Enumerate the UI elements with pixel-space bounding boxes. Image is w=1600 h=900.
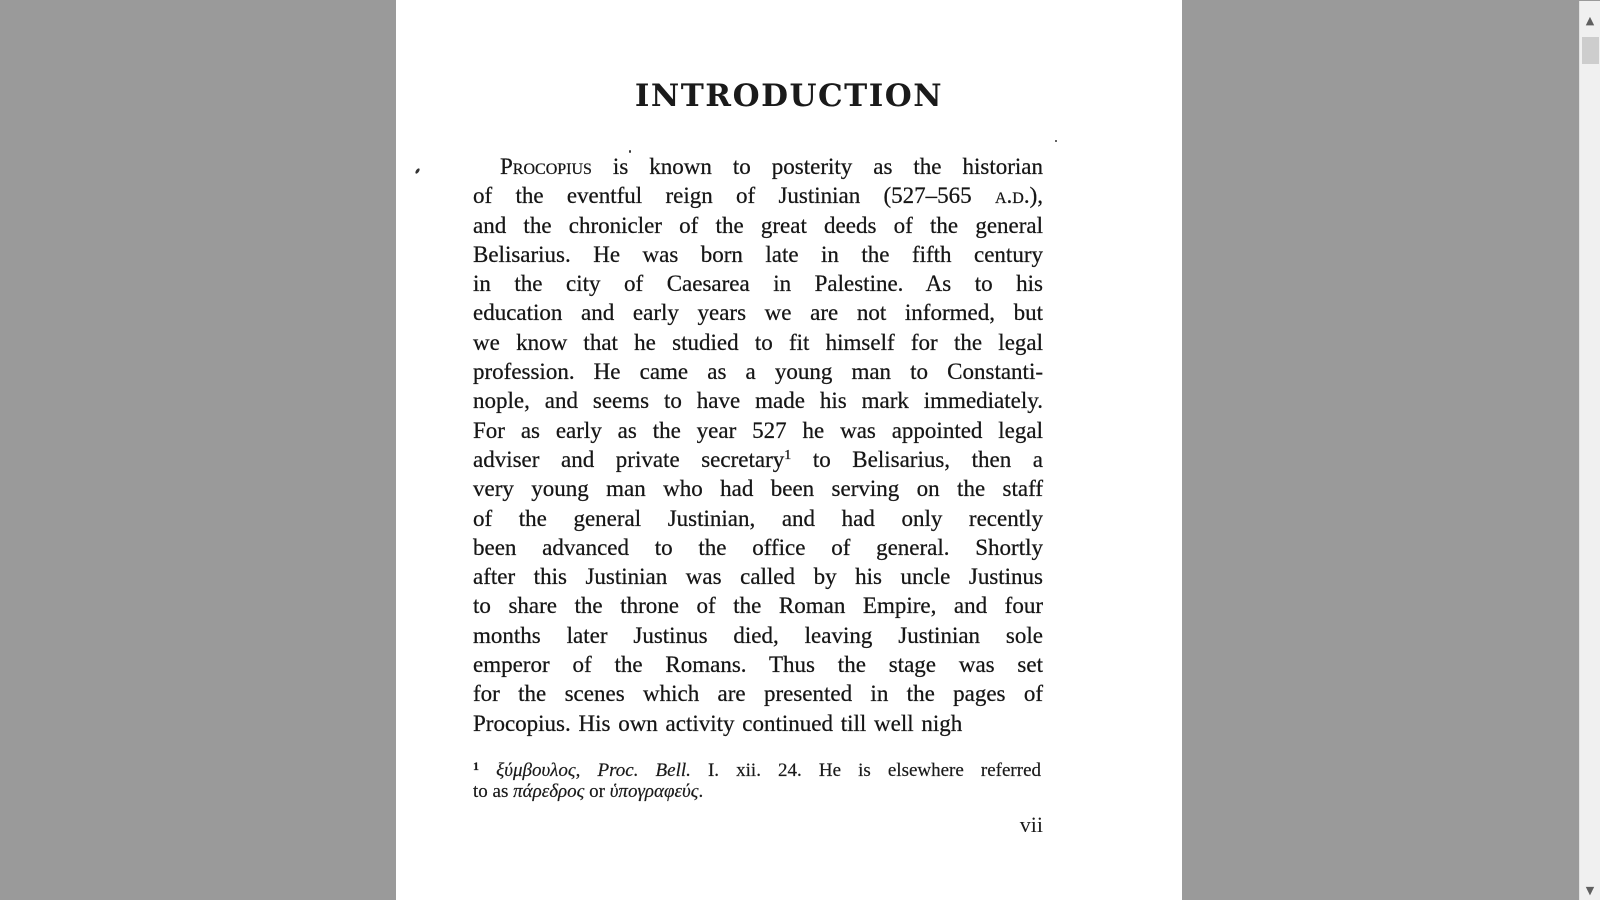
scroll-down-icon[interactable]: ▼: [1585, 883, 1595, 897]
body-line: For as early as the year 527 he was appointed legal: [473, 417, 1043, 443]
vertical-scrollbar[interactable]: [1579, 0, 1600, 900]
body-line: very young man who had been serving on the staff: [473, 476, 1043, 502]
body-line: Procopius. His own activity continued till well nigh: [473, 710, 963, 736]
footnote-greek-term: ξύμβουλος: [496, 760, 576, 781]
body-line: profession. He came as a young man to Constanti-: [473, 359, 1043, 385]
footnote-line-2: [473, 781, 1041, 802]
body-line: emperor of the Romans. Thus the stage was set: [473, 652, 1043, 678]
footnote: [473, 760, 1041, 802]
body-line: and the chronicler of the great deeds of the general: [473, 212, 1043, 238]
body-text: [473, 152, 1043, 738]
document-page: [396, 0, 1182, 900]
body-line: been advanced to the office of general. Shortly: [473, 534, 1043, 560]
body-line: of the eventful reign of Justinian (527–565 a.d.),: [473, 183, 1043, 209]
era-smallcaps: a.d.: [994, 183, 1030, 209]
footnote-line-1: [473, 760, 1041, 781]
footnote-reference-rest: I. xii. 24. He is elsewhere referred: [690, 760, 1042, 781]
body-line: Belisarius. He was born late in the fifth century: [473, 241, 1043, 267]
body-line: months later Justinus died, leaving Justinian sole: [473, 622, 1043, 648]
page-title: INTRODUCTION: [634, 78, 944, 114]
body-line: education and early years we are not informed, but: [473, 300, 1043, 326]
body-line: we know that he studied to fit himself for the legal: [473, 329, 1043, 355]
footnote-greek-term-2: πάρεδρος: [513, 781, 585, 802]
scroll-thumb[interactable]: [1582, 37, 1599, 64]
footnote-separator: ,: [575, 760, 598, 781]
footnote-reference-mark[interactable]: 1: [784, 447, 792, 463]
scan-speck: [1055, 140, 1057, 142]
scrollbar-top-edge: [1579, 0, 1600, 1]
scan-speck: [629, 150, 631, 153]
scan-speck: [415, 168, 421, 175]
scroll-up-icon[interactable]: ▲: [1585, 13, 1595, 27]
body-line: of the general Justinian, and had only recently: [473, 505, 1043, 531]
footnote-or: or: [584, 781, 610, 802]
body-line: after this Justinian was called by his uncle Justinus: [473, 564, 1043, 590]
page-number: vii: [1019, 812, 1043, 837]
footnote-greek-term-3: ὑπογραφεύς: [609, 781, 699, 802]
footnote-end: .: [698, 781, 704, 802]
body-line: nople, and seems to have made his mark immediately.: [473, 388, 1043, 414]
body-line: to share the throne of the Roman Empire, and four: [473, 593, 1043, 619]
footnote-reference: Proc. Bell.: [597, 760, 691, 781]
author-name-smallcaps: Procopius: [500, 154, 592, 179]
footnote-mark: 1: [473, 759, 479, 773]
body-line: for the scenes which are presented in the pages of: [473, 681, 1043, 707]
footnote-text: to as: [473, 781, 514, 802]
body-line: adviser and private secretary$^1$ to Belisarius, then a: [473, 446, 1044, 472]
body-line: Procopius is known to posterity as the historian: [500, 154, 1043, 179]
body-line: in the city of Caesarea in Palestine. As to his: [473, 271, 1043, 297]
